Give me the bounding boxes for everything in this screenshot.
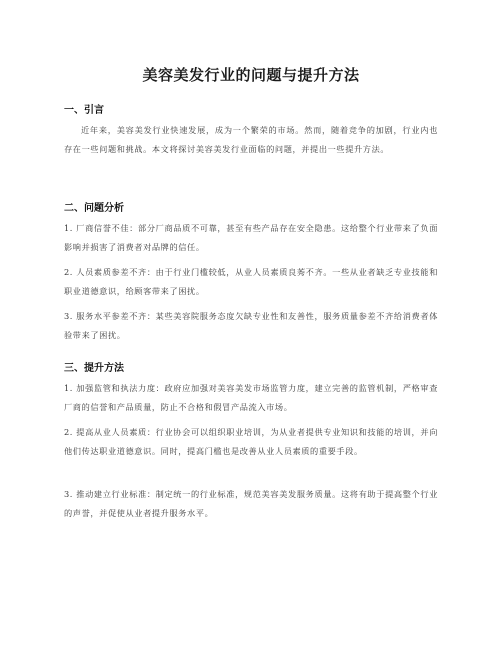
document-title: 美容美发行业的问题与提升方法	[142, 66, 360, 84]
section-heading-problem-analysis: 二、问题分析	[64, 203, 124, 214]
method-paragraph-3: 3. 推动建立行业标准：制定统一的行业标准，规范美容美发服务质量。这将有助于提高整个行业的声誉，并促使从业者提升服务水平。	[64, 489, 438, 518]
section-heading-improvement-methods: 三、提升方法	[64, 363, 124, 374]
section-heading-introduction: 一、引言	[64, 105, 104, 116]
method-paragraph-1: 1. 加强监管和执法力度：政府应加强对美容美发市场监管力度，建立完善的监管机制，严格审查厂商的信誉和产品质量，防止不合格和假冒产品流入市场。	[64, 383, 438, 412]
introduction-paragraph: 近年来，美容美发行业快速发展，成为一个繁荣的市场。然而，随着竞争的加剧，行业内也存在一些问题和挑战。本文将探讨美容美发行业面临的问题，并提出一些提升方法。	[64, 125, 438, 154]
problem-paragraph-3: 3. 服务水平参差不齐：某些美容院服务态度欠缺专业性和友善性，服务质量参差不齐给消费者体验带来了困扰。	[64, 311, 438, 340]
method-paragraph-2: 2. 提高从业人员素质：行业协会可以组织职业培训，为从业者提供专业知识和技能的培训，并向他们传达职业道德意识。同时，提高门槛也是改善从业人员素质的重要手段。	[64, 427, 438, 456]
problem-paragraph-1: 1. 厂商信誉不佳：部分厂商品质不可靠，甚至有些产品存在安全隐患。这给整个行业带来了负面影响并损害了消费者对品牌的信任。	[64, 223, 438, 252]
problem-paragraph-2: 2. 人员素质参差不齐：由于行业门槛较低，从业人员素质良莠不齐。一些从业者缺乏专业技能和职业道德意识，给顾客带来了困扰。	[64, 267, 438, 296]
